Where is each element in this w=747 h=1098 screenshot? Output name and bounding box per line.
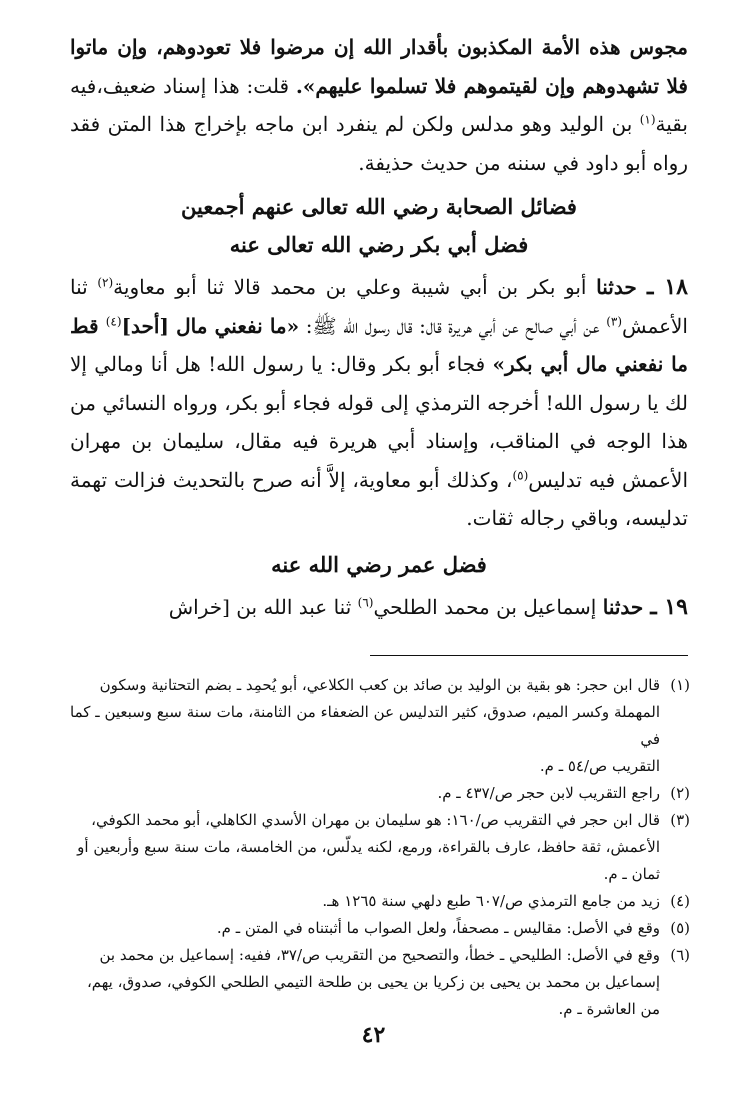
footnote-text: وقع في الأصل: مقاليس ـ مصحفاً، ولعل الصواب ما أثبتناه في المتن ـ م. (216, 919, 660, 937)
footnote-ref-6[interactable]: (٦) (357, 594, 374, 609)
footnote-1 (70, 672, 690, 780)
hadith-18 (70, 268, 688, 538)
hadith-lead: حدثنا (596, 275, 647, 299)
footnote-ref-3[interactable]: (٣) (606, 313, 623, 328)
footnote-4 (70, 888, 690, 915)
hadith-quote-2: قط ما نفعني مال أبي بكر» (70, 313, 688, 376)
page-number: ٤٢ (361, 1022, 386, 1048)
hadith-number: ١٨ ـ (646, 274, 688, 300)
footnote-ref-4[interactable]: (٤) (105, 313, 122, 328)
hadith-19 (70, 588, 688, 627)
commentary-text: قلت: هذا إسناد ضعيف،فيه بقية (70, 73, 688, 136)
footnote-5 (70, 915, 690, 942)
footnotes (70, 672, 690, 1023)
commentary-text: فجاء أبو بكر وقال: يا رسول الله! هل أنا ومالي إلا لك يا رسول الله! أخرجه الترمذي إلى قوله فجاء أبو بكر، ورواه النسائي من هذا الوجه في المناقب، وإسناد أبي هريرة فيه مقال، سليمان بن مهران الأعمش فيه تدليس (70, 352, 688, 492)
footnote-text: إسماعيل بن محمد بن يحيى بن زكريا بن يحيى بن طلحة التيمي الطلحي الكوفي، صدوق، يهم، (86, 973, 660, 991)
isnad-text-2: ثنا الأعمش (70, 275, 688, 338)
footnote-2 (70, 780, 690, 807)
commentary-text-continued: بن الوليد وهو مدلس ولكن لم ينفرد ابن ماجه بإخراج هذا المتن فقد رواه أبو داود في سننه من حديث حذيفة. (70, 112, 688, 175)
footnote-text: من العاشرة ـ م. (558, 1000, 660, 1018)
footnote-ref-2[interactable]: (٢) (97, 275, 114, 290)
footnote-text: راجع التقريب لابن حجر ص/٤٣٧ ـ م. (437, 784, 660, 802)
section-headings (70, 188, 688, 264)
footnote-number: (٤) (670, 892, 690, 910)
footnote-3 (70, 807, 690, 888)
footnote-number: (٢) (670, 784, 690, 802)
isnad-text: إسماعيل بن محمد الطلحي (373, 594, 603, 619)
opening-paragraph (70, 28, 688, 182)
footnote-ref-5[interactable]: (٥) (512, 467, 529, 482)
hadith-quote: مجوس هذه الأمة المكذبون بأقدار الله إن مرضوا فلا تعودوهم، وإن ماتوا فلا تشهدوهم وإن لقيتموهم فلا تسلموا عليهم». (70, 35, 688, 98)
footnote-text: زيد من جامع الترمذي ص/٦٠٧ طبع دلهي سنة ١٢٦٥ هـ. (322, 892, 660, 910)
footnote-number: (٥) (670, 919, 690, 937)
hadith-lead: حدثنا (602, 594, 651, 619)
main-text (70, 28, 688, 626)
footnote-number: (١) (670, 676, 690, 694)
footnote-divider (370, 655, 688, 656)
hadith-quote-1: «ما نفعني مال [أحد] (121, 313, 300, 338)
hadith-number: ١٩ ـ (650, 593, 688, 620)
footnote-6 (70, 942, 690, 1023)
footnote-text: قال ابن حجر: هو بقية بن الوليد بن صائد بن كعب الكلاعي، أبو يُحمِد ـ بضم التحتانية وسكون (99, 676, 660, 694)
footnote-text: التقريب ص/٥٤ ـ م. (539, 757, 660, 775)
footnote-text: المهملة وكسر الميم، صدوق، كثير التدليس عن الضعفاء من الثامنة، مات سنة سبع وسبعين ـ كما في (70, 703, 660, 748)
footnote-ref-1[interactable]: (١) (639, 112, 656, 127)
footnote-text: وقع في الأصل: الطليحي ـ خطأ، والتصحيح من التقريب ص/٣٧، ففيه: إسماعيل بن محمد بن (99, 946, 660, 964)
isnad-text-3: عن أبي صالح عن أبي هريرة قال: قال رسول الله ﷺ: (299, 313, 607, 338)
footnote-text: ثمان ـ م. (603, 865, 660, 883)
section-heading: فضائل الصحابة رضي الله تعالى عنهم أجمعين (181, 194, 577, 219)
commentary-text-2: ، وكذلك أبو معاوية، إلاَّ أنه صرح بالتحديث فزالت تهمة تدليسه، وباقي رجاله ثقات. (70, 467, 688, 530)
footnote-text: الأعمش، ثقة حافظ، عارف بالقراءة، ورمع، لكنه يدلّس، من الخامسة، مات سنة سبع وأربعين أو (77, 838, 660, 856)
isnad-text-2: ثنا عبد الله بن [خراش (168, 594, 358, 619)
subsection-heading-umar: فضل عمر رضي الله عنه (271, 551, 487, 577)
footnote-number: (٦) (670, 946, 690, 964)
subsection-heading: فضل أبي بكر رضي الله تعالى عنه (229, 232, 529, 257)
isnad-text: أبو بكر بن أبي شيبة وعلي بن محمد قالا ثنا أبو معاوية (113, 275, 597, 299)
footnote-text: قال ابن حجر في التقريب ص/١٦٠: هو سليمان بن مهران الأسدي الكاهلي، أبو محمد الكوفي، (91, 811, 660, 829)
footnote-number: (٣) (670, 811, 690, 829)
umar-heading-block (70, 546, 688, 584)
